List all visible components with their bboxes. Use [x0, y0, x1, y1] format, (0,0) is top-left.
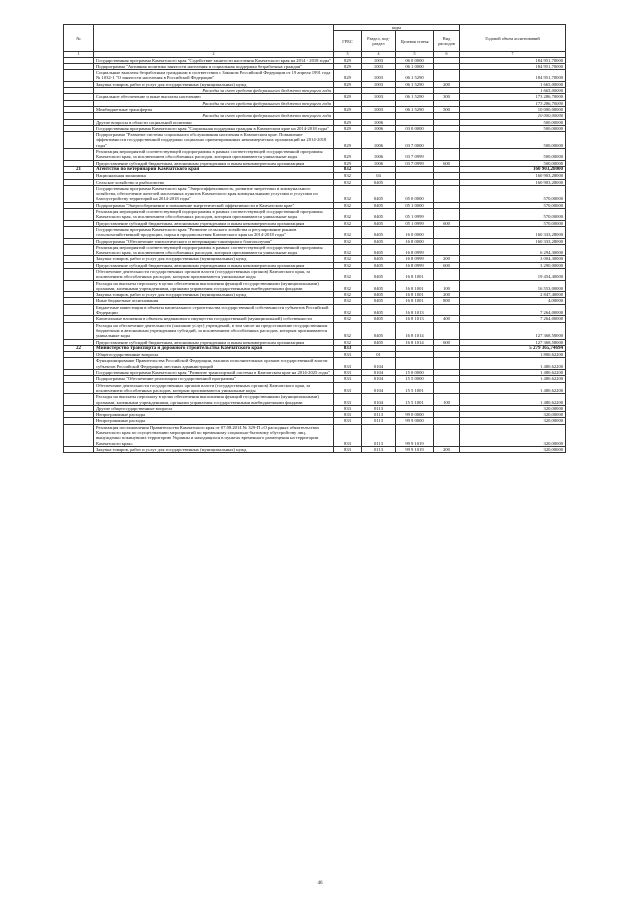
- row-target-article: 03 7 0000: [396, 132, 434, 149]
- row-target-article: 05 1 0999: [396, 220, 434, 226]
- row-name: Межбюджетные трансферты: [94, 106, 334, 112]
- row-grbs: 832: [334, 185, 362, 202]
- row-amount: 1 480,62200: [460, 376, 566, 382]
- row-expense-type: [434, 132, 460, 149]
- row-number: [64, 446, 94, 452]
- row-grbs: 833: [334, 394, 362, 406]
- row-target-article: 99 9 1019: [396, 446, 434, 452]
- row-razdel: 0405: [362, 238, 396, 244]
- row-grbs: 833: [334, 446, 362, 452]
- row-razdel: 0405: [362, 339, 396, 345]
- row-number: [64, 244, 94, 256]
- row-number: [64, 358, 94, 370]
- row-amount: 570,00000: [460, 202, 566, 208]
- row-razdel: 0104: [362, 394, 396, 406]
- row-grbs: 829: [334, 57, 362, 63]
- table-row: [64, 304, 566, 316]
- row-amount: 173 286,70000: [460, 100, 566, 106]
- row-amount: 500,00000: [460, 149, 566, 161]
- row-grbs: 832: [334, 179, 362, 185]
- row-number: [64, 185, 94, 202]
- row-name: Функционирование Правительства Российской Федерации, высших исполнительных органов государственной власти субъектов Российской Федерации, местных администраций: [94, 358, 334, 370]
- row-razdel: 1006: [362, 149, 396, 161]
- row-grbs: 832: [334, 339, 362, 345]
- row-expense-type: 600: [434, 220, 460, 226]
- row-number: [64, 280, 94, 292]
- row-name: Капитальные вложения в объекты недвижимого имущества государственной (муниципальной) собственности: [94, 316, 334, 322]
- table-row: [64, 424, 566, 446]
- index-4: 4: [362, 52, 396, 58]
- table-row: [64, 280, 566, 292]
- row-target-article: 99 0 0000: [396, 412, 434, 418]
- table-row: [64, 358, 566, 370]
- row-number: [64, 322, 94, 339]
- row-target-article: 99 9 1019: [396, 424, 434, 446]
- row-expense-type: [434, 70, 460, 82]
- row-name: Государственная программа Камчатского края "Энергоэффективность, развитие энергетики и коммунального хозяйства, обеспечение жителей населенных пунктов Камчатского края коммунальными услугами и услугами по благоустройству территорий на 2014-2018 годы": [94, 185, 334, 202]
- row-grbs: 833: [334, 345, 362, 351]
- row-razdel: 0405: [362, 262, 396, 268]
- row-grbs: 832: [334, 262, 362, 268]
- header-name: [94, 25, 334, 52]
- row-name: Общегосударственные вопросы: [94, 352, 334, 358]
- row-razdel: 0405: [362, 292, 396, 298]
- row-amount: 3 290,00000: [460, 262, 566, 268]
- row-name: Расходы за счет средств федерального бюджета текущего года: [94, 100, 334, 106]
- row-name: Национальная экономика: [94, 173, 334, 179]
- row-name: Другие общегосударственные вопросы: [94, 405, 334, 411]
- row-razdel: 0405: [362, 185, 396, 202]
- row-amount: 6 294,30000: [460, 244, 566, 256]
- row-amount: 19 454,40000: [460, 268, 566, 280]
- row-target-article: 16 8 1001: [396, 292, 434, 298]
- row-grbs: 829: [334, 119, 362, 125]
- row-amount: 160 333,28000: [460, 238, 566, 244]
- row-name: Расходы за счет средств федерального бюджета текущего года: [94, 88, 334, 94]
- index-3: 3: [334, 52, 362, 58]
- table-row: [64, 70, 566, 82]
- row-amount: 1 665,00000: [460, 88, 566, 94]
- row-grbs: 829: [334, 70, 362, 82]
- row-expense-type: [434, 226, 460, 238]
- row-amount: 16 553,00000: [460, 280, 566, 292]
- row-expense-type: 300: [434, 94, 460, 100]
- table-row: [64, 226, 566, 238]
- row-name: Подпрограмма "Активная политика занятости населения и социальная поддержка безработных граждан": [94, 63, 334, 69]
- row-grbs: 832: [334, 298, 362, 304]
- table-row: [64, 268, 566, 280]
- row-expense-type: 100: [434, 394, 460, 406]
- row-grbs: 833: [334, 412, 362, 418]
- row-amount: 1 480,62200: [460, 370, 566, 376]
- row-name: Реализация мероприятий соответствующей подпрограммы в рамках соответствующей государственной программы Камчатского края, за исключением обособленных расходов, которым присваиваются уникальные коды: [94, 209, 334, 221]
- row-expense-type: [434, 322, 460, 339]
- index-7: 7: [460, 52, 566, 58]
- row-amount: 184 951,70000: [460, 57, 566, 63]
- row-razdel: 0104: [362, 358, 396, 370]
- row-target-article: 06 0 0000: [396, 57, 434, 63]
- row-amount: 160 903,28000: [460, 173, 566, 179]
- header-amount: Годовой объем ассигнований: [460, 25, 566, 52]
- row-grbs: 833: [334, 424, 362, 446]
- row-grbs: 832: [334, 173, 362, 179]
- row-grbs: 829: [334, 94, 362, 100]
- table-row: [64, 209, 566, 221]
- page-number: 46: [317, 881, 323, 886]
- row-grbs: 832: [334, 220, 362, 226]
- row-number: [64, 132, 94, 149]
- row-razdel: 0405: [362, 220, 396, 226]
- row-name: Предоставление субсидий бюджетным, автономным учреждениям и иным некоммерческим организациям: [94, 262, 334, 268]
- row-grbs: 833: [334, 358, 362, 370]
- row-target-article: 06 1 0000: [396, 63, 434, 69]
- row-expense-type: 600: [434, 339, 460, 345]
- row-number: [64, 226, 94, 238]
- row-razdel: 0104: [362, 376, 396, 382]
- row-razdel: 1006: [362, 132, 396, 149]
- header-target: Целевая статья: [396, 31, 434, 52]
- row-name: Расходы на выплаты персоналу в целях обеспечения выполнения функций государственными (муниципальными) органами, казенными учреждениями, органами управления государственными внебюджетными фондами: [94, 394, 334, 406]
- row-expense-type: 400: [434, 316, 460, 322]
- header-grbs: ГРБС: [334, 31, 362, 52]
- row-razdel: 0405: [362, 179, 396, 185]
- row-name: Закупка товаров, работ и услуг для государственных (муниципальных) нужд: [94, 446, 334, 452]
- row-target-article: 15 5 1001: [396, 394, 434, 406]
- row-expense-type: [434, 209, 460, 221]
- row-name: Реализация мероприятий соответствующей подпрограммы в рамках соответствующей государственной программы Камчатского края, за исключением обособленных расходов, которым присваиваются уникальные коды: [94, 149, 334, 161]
- row-expense-type: 800: [434, 298, 460, 304]
- row-amount: 184 951,70000: [460, 63, 566, 69]
- row-grbs: 832: [334, 244, 362, 256]
- row-grbs: 829: [334, 125, 362, 131]
- row-target-article: 06 1 5290: [396, 106, 434, 112]
- row-name: Бюджетные инвестиции в объекты капитального строительства государственной собственности субъектов Российской Федерации: [94, 304, 334, 316]
- row-amount: 320,00000: [460, 446, 566, 452]
- index-1: 1: [64, 52, 94, 58]
- row-expense-type: 600: [434, 262, 460, 268]
- row-number: 21: [64, 166, 94, 172]
- row-name: Подпрограмма "Обеспечение эпизоотического и ветеринарно-санитарного благополучия": [94, 238, 334, 244]
- row-name: Другие вопросы в области социальной политики: [94, 119, 334, 125]
- row-amount: 570,00000: [460, 209, 566, 221]
- row-amount: 7 264,00000: [460, 316, 566, 322]
- row-name: Предоставление субсидий бюджетным, автономным учреждениям и иным некоммерческим организациям: [94, 339, 334, 345]
- row-amount: 160 333,28000: [460, 226, 566, 238]
- row-razdel: 0405: [362, 316, 396, 322]
- row-amount: 160 903,28000: [460, 179, 566, 185]
- row-target-article: 16 8 0999: [396, 262, 434, 268]
- row-number: [64, 394, 94, 406]
- row-target-article: 03 7 0999: [396, 160, 434, 166]
- row-razdel: 1003: [362, 57, 396, 63]
- row-razdel: 1003: [362, 63, 396, 69]
- row-target-article: 03 0 0000: [396, 125, 434, 131]
- row-grbs: 829: [334, 149, 362, 161]
- table-body: [64, 57, 566, 453]
- row-name: Подпрограмма "Развитие системы социального обслуживания населения в Камчатском крае. Повышение эффективности государственной поддержки социально ориентированных некоммерческих организаций на 2014-2018 годы": [94, 132, 334, 149]
- row-number: [64, 149, 94, 161]
- row-number: [64, 424, 94, 446]
- row-grbs: 833: [334, 370, 362, 376]
- row-amount: 1 480,62200: [460, 382, 566, 394]
- row-grbs: 832: [334, 226, 362, 238]
- row-amount: 570,00000: [460, 185, 566, 202]
- row-amount: 184 951,70000: [460, 70, 566, 82]
- table-row: [64, 322, 566, 339]
- row-razdel: 0405: [362, 298, 396, 304]
- row-name: Государственная программа Камчатского края "Развитие транспортной системы в Камчатском крае на 2014-2025 годы": [94, 370, 334, 376]
- row-number: [64, 268, 94, 280]
- row-expense-type: [434, 424, 460, 446]
- row-amount: 2 847,40000: [460, 292, 566, 298]
- row-name: Иные бюджетные ассигнования: [94, 298, 334, 304]
- row-amount: 570,00000: [460, 220, 566, 226]
- table-row: [64, 132, 566, 149]
- header-codes: коды: [334, 25, 460, 31]
- row-expense-type: [434, 185, 460, 202]
- row-name: Расходы на обеспечение деятельности (оказание услуг) учреждений, в том числе на предоставление государственным бюджетным и автономным учреждениям субсидий, за исключением обособленных расходов, которым присваиваются уникальные коды: [94, 322, 334, 339]
- row-target-article: 99 9 0000: [396, 418, 434, 424]
- row-target-article: 06 1 5290: [396, 81, 434, 87]
- row-target-article: 06 1 5290: [396, 94, 434, 100]
- row-name: Социальное обеспечение и иные выплаты населению: [94, 94, 334, 100]
- row-number: 22: [64, 345, 94, 351]
- row-grbs: 832: [334, 256, 362, 262]
- table-row: [64, 382, 566, 394]
- row-amount: 320,00000: [460, 424, 566, 446]
- row-razdel: 0405: [362, 244, 396, 256]
- row-razdel: 1003: [362, 81, 396, 87]
- row-name: Закупка товаров, работ и услуг для государственных (муниципальных) нужд: [94, 292, 334, 298]
- row-amount: 1 480,62200: [460, 394, 566, 406]
- row-name: Предоставление субсидий бюджетным, автономным учреждениям и иным некоммерческим организациям: [94, 220, 334, 226]
- index-6: 6: [434, 52, 460, 58]
- header-vid: Вид расходов: [434, 31, 460, 52]
- row-amount: 10 000,00000: [460, 113, 566, 119]
- row-target-article: 16 8 1001: [396, 298, 434, 304]
- row-name: Социальные выплаты безработным гражданам в соответствии с Законом Российской Федерации от 19 апреля 1991 года № 1032-1 "О занятости населения в Российской Федерации": [94, 70, 334, 82]
- row-expense-type: 500: [434, 106, 460, 112]
- table-row: [64, 149, 566, 161]
- row-razdel: 1006: [362, 125, 396, 131]
- row-razdel: 0104: [362, 382, 396, 394]
- row-grbs: 833: [334, 382, 362, 394]
- row-amount: 3 004,30000: [460, 256, 566, 262]
- row-name: Агентство по ветеринарии Камчатского края: [94, 166, 334, 172]
- row-expense-type: 600: [434, 160, 460, 166]
- row-target-article: [396, 358, 434, 370]
- row-amount: 5 279 365,74694: [460, 345, 566, 351]
- row-name: Государственная программа Камчатского края "Содействие занятости населения Камчатского края на 2014 - 2018 годы": [94, 57, 334, 63]
- row-name: Закупка товаров, работ и услуг для государственных (муниципальных) нужд: [94, 81, 334, 87]
- budget-table-sheet: [63, 24, 565, 453]
- row-amount: 127 368,58000: [460, 339, 566, 345]
- row-grbs: 832: [334, 280, 362, 292]
- row-expense-type: 200: [434, 256, 460, 262]
- row-amount: 500,00000: [460, 160, 566, 166]
- header-razdel: Раздел, под-раздел: [362, 31, 396, 52]
- row-name: Министерство транспорта и дорожного строительства Камчатского края: [94, 345, 334, 351]
- row-target-article: 05 1 0000: [396, 202, 434, 208]
- row-name: Государственная программа Камчатского края "Социальная поддержка граждан в Камчатском крае на 2014-2018 годы": [94, 125, 334, 131]
- row-grbs: 829: [334, 160, 362, 166]
- row-amount: 320,00000: [460, 405, 566, 411]
- row-amount: 173 286,70000: [460, 94, 566, 100]
- row-grbs: 832: [334, 238, 362, 244]
- row-grbs: 832: [334, 202, 362, 208]
- row-amount: 1 480,62200: [460, 358, 566, 370]
- row-razdel: 1003: [362, 106, 396, 112]
- row-grbs: 829: [334, 63, 362, 69]
- row-name: Расходы на выплаты персоналу в целях обеспечения выполнения функций государственными (муниципальными) органами, казенными учреждениями, органами управления государственными внебюджетными фондами: [94, 280, 334, 292]
- row-razdel: 0405: [362, 268, 396, 280]
- row-grbs: 832: [334, 316, 362, 322]
- budget-table: [63, 24, 566, 453]
- row-target-article: 16 8 1001: [396, 280, 434, 292]
- row-number: [64, 209, 94, 221]
- row-expense-type: [434, 358, 460, 370]
- row-name: Закупка товаров, работ и услуг для государственных (муниципальных) нужд: [94, 256, 334, 262]
- row-target-article: 16 8 1013: [396, 316, 434, 322]
- row-target-article: 15 5 0000: [396, 376, 434, 382]
- row-razdel: 0104: [362, 370, 396, 376]
- row-expense-type: [434, 149, 460, 161]
- row-grbs: 833: [334, 418, 362, 424]
- row-target-article: 06 1 5290: [396, 70, 434, 82]
- row-number: [64, 382, 94, 394]
- row-razdel: 0405: [362, 202, 396, 208]
- row-name: Непрограммные расходы: [94, 412, 334, 418]
- row-name: Государственная программа Камчатского края "Развитие сельского хозяйства и регулирование рынков сельскохозяйственной продукции, сырья и продовольствия Камчатского края на 2014-2018 годы": [94, 226, 334, 238]
- row-razdel: 0405: [362, 209, 396, 221]
- row-name: Сельское хозяйство и рыболовство: [94, 179, 334, 185]
- row-grbs: 832: [334, 268, 362, 280]
- row-expense-type: [434, 268, 460, 280]
- row-razdel: 1006: [362, 160, 396, 166]
- row-name: Расходы за счет средств федерального бюджета текущего года: [94, 113, 334, 119]
- index-2: 2: [94, 52, 334, 58]
- index-5: 5: [396, 52, 434, 58]
- row-target-article: 16 0 0000: [396, 226, 434, 238]
- table-row: [64, 446, 566, 452]
- row-amount: 7 264,00000: [460, 304, 566, 316]
- row-razdel: 0113: [362, 405, 396, 411]
- row-razdel: 0113: [362, 412, 396, 418]
- row-razdel: 1003: [362, 70, 396, 82]
- row-target-article: 15 0 0000: [396, 370, 434, 376]
- row-amount: 10 000,00000: [460, 106, 566, 112]
- row-amount: 1 665,00000: [460, 81, 566, 87]
- table-row: [64, 185, 566, 202]
- row-amount: 500,00000: [460, 119, 566, 125]
- row-razdel: 0405: [362, 304, 396, 316]
- row-amount: 500,00000: [460, 125, 566, 131]
- row-target-article: 16 8 0999: [396, 256, 434, 262]
- row-razdel: 1006: [362, 119, 396, 125]
- row-expense-type: 200: [434, 292, 460, 298]
- row-name: Подпрограмма "Энергосбережение и повышение энергетической эффективности в Камчатском крае": [94, 202, 334, 208]
- row-grbs: 832: [334, 292, 362, 298]
- row-number: [64, 70, 94, 82]
- row-razdel: 0113: [362, 424, 396, 446]
- row-expense-type: 200: [434, 81, 460, 87]
- row-grbs: 829: [334, 106, 362, 112]
- row-amount: 500,00000: [460, 132, 566, 149]
- row-razdel: 0113: [362, 446, 396, 452]
- row-amount: 160 903,28000: [460, 166, 566, 172]
- row-razdel: 0405: [362, 280, 396, 292]
- table-row: [64, 394, 566, 406]
- row-target-article: 05 1 0999: [396, 209, 434, 221]
- row-name: Предоставление субсидий бюджетным, автономным учреждениям и иным некоммерческим организациям: [94, 160, 334, 166]
- row-name: Реализация мероприятий соответствующей подпрограммы в рамках соответствующей государственной программы Камчатского края, за исключением обособленных расходов, которым присваиваются уникальные коды: [94, 244, 334, 256]
- row-amount: 320,00000: [460, 418, 566, 424]
- row-expense-type: [434, 304, 460, 316]
- header-number: №: [64, 25, 94, 52]
- row-grbs: 833: [334, 405, 362, 411]
- row-name: Реализация постановления Правительства Камчатского края от 07.08.2014 № 329-П «О расходных обязательствах Камчатского края по осуществлению мероприятий по временному социально-бытовому обустройству лиц, вынужденно покинувших территорию Украины и находящихся в пунктах временного размещения на территории Камчатского края»: [94, 424, 334, 446]
- row-expense-type: 200: [434, 446, 460, 452]
- row-target-article: 16 8 1013: [396, 304, 434, 316]
- row-name: Обеспечение деятельности государственных органов власти (государственных органов) Камчатского края, за исключением обособленных расходов, которым присваиваются уникальные коды: [94, 382, 334, 394]
- row-target-article: 16 8 0999: [396, 244, 434, 256]
- row-name: Обеспечение деятельности государственных органов власти (государственных органов) Камчатского края, за исключением обособленных расходов, которым присваиваются уникальные коды: [94, 268, 334, 280]
- row-razdel: 0113: [362, 418, 396, 424]
- row-grbs: 832: [334, 304, 362, 316]
- row-razdel: 01: [362, 352, 396, 358]
- row-razdel: 0405: [362, 322, 396, 339]
- row-grbs: 829: [334, 132, 362, 149]
- row-razdel: 0405: [362, 256, 396, 262]
- row-target-article: 15 5 1001: [396, 382, 434, 394]
- row-target-article: 05 0 0000: [396, 185, 434, 202]
- row-expense-type: [434, 382, 460, 394]
- row-grbs: 829: [334, 81, 362, 87]
- row-number: [64, 304, 94, 316]
- row-grbs: 832: [334, 166, 362, 172]
- row-grbs: 832: [334, 322, 362, 339]
- row-razdel: 0405: [362, 226, 396, 238]
- row-name: Непрограммные расходы: [94, 418, 334, 424]
- row-target-article: 03 7 0999: [396, 149, 434, 161]
- row-amount: 320,00000: [460, 412, 566, 418]
- row-amount: 127 368,58000: [460, 322, 566, 339]
- row-amount: 4,00000: [460, 298, 566, 304]
- row-expense-type: [434, 244, 460, 256]
- row-target-article: 16 8 1014: [396, 339, 434, 345]
- row-grbs: 833: [334, 352, 362, 358]
- row-grbs: 832: [334, 209, 362, 221]
- row-expense-type: 100: [434, 280, 460, 292]
- row-target-article: 16 8 0000: [396, 238, 434, 244]
- row-razdel: 1003: [362, 94, 396, 100]
- row-grbs: 833: [334, 376, 362, 382]
- row-razdel: 04: [362, 173, 396, 179]
- table-row: [64, 244, 566, 256]
- row-target-article: 16 8 1014: [396, 322, 434, 339]
- row-amount: 1 800,62200: [460, 352, 566, 358]
- row-target-article: 16 8 1001: [396, 268, 434, 280]
- row-name: Подпрограмма "Обеспечение реализации государственной программы": [94, 376, 334, 382]
